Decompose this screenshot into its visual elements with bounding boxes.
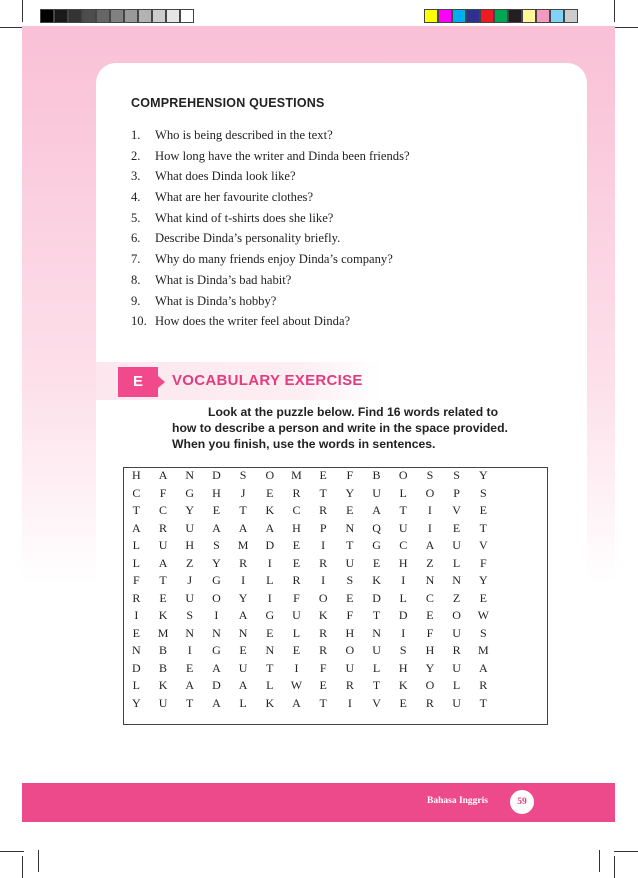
grid-cell: A — [212, 660, 221, 675]
registration-swatch — [40, 9, 54, 23]
grid-cell: R — [239, 555, 248, 570]
registration-swatch — [438, 9, 452, 23]
registration-swatch — [452, 9, 466, 23]
crop-mark — [38, 850, 39, 872]
grid-cell: G — [265, 608, 275, 623]
grid-cell: Y — [212, 555, 221, 570]
question-number: 6. — [131, 231, 141, 246]
grid-cell: D — [372, 590, 381, 605]
grid-cell: B — [159, 660, 168, 675]
grid-cell: U — [372, 485, 381, 500]
crop-mark — [614, 0, 615, 22]
grid-cell: I — [267, 555, 272, 570]
grid-cell: Y — [478, 468, 488, 483]
grid-cell: A — [372, 503, 381, 518]
grid-cell: H — [345, 625, 355, 640]
grid-cell: K — [265, 695, 275, 710]
grid-cell: E — [292, 538, 301, 553]
grid-cell: H — [292, 520, 301, 535]
grid-cell: Y — [132, 695, 141, 710]
grid-cell: V — [452, 503, 461, 518]
registration-swatch — [180, 9, 194, 23]
grid-cell: E — [266, 625, 274, 640]
grid-cell: I — [214, 608, 219, 623]
grid-cell: D — [212, 678, 221, 693]
grid-row — [123, 607, 497, 625]
grid-cell: U — [452, 660, 461, 675]
grid-cell: S — [239, 468, 247, 483]
grid-row — [123, 660, 497, 678]
grid-cell: E — [319, 468, 327, 483]
registration-swatch — [466, 9, 480, 23]
registration-swatch — [152, 9, 166, 23]
grid-cell: S — [479, 625, 487, 640]
question-text: Who is being described in the text? — [155, 128, 333, 142]
registration-swatch — [54, 9, 68, 23]
grid-cell: T — [319, 485, 327, 500]
comprehension-heading: COMPREHENSION QUESTIONS — [131, 96, 325, 110]
grid-cell: L — [266, 678, 274, 693]
crop-mark — [22, 856, 23, 878]
registration-swatch — [82, 9, 96, 23]
grid-cell: E — [346, 503, 354, 518]
grid-cell: S — [426, 468, 434, 483]
grid-cell: U — [238, 660, 248, 675]
registration-swatch — [536, 9, 550, 23]
grid-cell: O — [425, 678, 435, 693]
grid-cell: N — [452, 573, 461, 588]
grid-cell: G — [372, 538, 381, 553]
question-item — [131, 270, 410, 291]
grid-row — [123, 502, 497, 520]
grid-cell: E — [132, 625, 141, 640]
grid-cell: C — [159, 503, 168, 518]
grid-row — [123, 537, 497, 555]
question-number: 3. — [131, 169, 141, 184]
grid-cell: R — [319, 503, 328, 518]
grid-cell: N — [238, 625, 248, 640]
grid-cell: K — [398, 678, 408, 693]
grid-cell: R — [479, 678, 488, 693]
question-number: 9. — [131, 293, 141, 308]
grid-row — [123, 485, 497, 503]
grid-cell: Z — [452, 590, 461, 605]
grid-cell: D — [398, 608, 408, 623]
registration-swatch — [522, 9, 536, 23]
registration-swatch — [494, 9, 508, 23]
grid-row — [123, 642, 497, 660]
grid-cell: F — [426, 625, 434, 640]
badge-arrow-icon — [158, 376, 165, 388]
registration-swatch — [96, 9, 110, 23]
grid-cell: D — [212, 468, 221, 483]
grid-cell: T — [132, 503, 141, 518]
grid-cell: E — [479, 590, 487, 605]
grid-cell: A — [132, 520, 141, 535]
grid-cell: K — [265, 503, 275, 518]
grid-cell: L — [239, 695, 247, 710]
grid-cell: R — [319, 555, 328, 570]
question-text: What are her favourite clothes? — [155, 190, 314, 205]
grid-cell: L — [399, 485, 407, 500]
instructions — [172, 404, 552, 452]
grid-cell: N — [372, 625, 381, 640]
grid-cell: I — [241, 573, 246, 588]
grid-cell: H — [185, 538, 195, 553]
grid-row — [123, 555, 497, 573]
grid-cell: T — [159, 573, 167, 588]
grid-cell: I — [294, 660, 299, 675]
crop-mark — [0, 851, 24, 852]
grid-cell: B — [159, 643, 168, 658]
grid-cell: H — [398, 660, 408, 675]
grid-cell: F — [346, 608, 354, 623]
grid-cell: F — [293, 590, 300, 605]
grid-cell: U — [345, 555, 355, 570]
grid-cell: G — [212, 573, 221, 588]
grid-cell: R — [425, 695, 434, 710]
grid-cell: L — [132, 555, 141, 570]
grid-cell: Y — [478, 573, 488, 588]
crop-mark — [614, 27, 638, 28]
registration-swatch — [68, 9, 82, 23]
grid-cell: E — [212, 503, 221, 518]
grid-cell: I — [267, 590, 272, 605]
grid-cell: U — [452, 538, 461, 553]
grid-cell: N — [132, 643, 141, 658]
question-item — [131, 125, 410, 146]
grid-cell: U — [185, 590, 195, 605]
grid-cell: P — [453, 485, 460, 500]
grid-cell: M — [237, 538, 249, 553]
grid-cell: Q — [372, 520, 381, 535]
question-number: 10. — [131, 314, 147, 329]
registration-swatch — [424, 9, 438, 23]
instruction-line: how to describe a person and write in the space provided. — [172, 421, 508, 435]
grid-cell: L — [452, 678, 461, 693]
grid-cell: S — [399, 643, 407, 658]
grid-cell: E — [239, 643, 247, 658]
grid-cell: F — [133, 573, 140, 588]
grid-cell: R — [319, 643, 328, 658]
registration-swatch — [550, 9, 564, 23]
grid-cell: A — [265, 520, 275, 535]
grid-cell: O — [452, 608, 461, 623]
grid-row — [123, 677, 497, 695]
grid-cell: G — [212, 643, 221, 658]
question-number: 7. — [131, 252, 141, 267]
grid-cell: U — [292, 608, 301, 623]
registration-bar-right — [424, 9, 578, 23]
crop-mark — [599, 850, 600, 872]
registration-swatch — [508, 9, 522, 23]
question-text: How does the writer feel about Dinda? — [155, 314, 351, 329]
question-text: Describe Dinda’s personality briefly. — [155, 231, 341, 246]
registration-swatch — [138, 9, 152, 23]
crop-mark — [614, 851, 638, 852]
grid-cell: I — [427, 503, 432, 518]
grid-cell: L — [292, 625, 301, 640]
grid-cell: Z — [426, 555, 434, 570]
grid-cell: J — [187, 573, 193, 588]
grid-cell: R — [345, 678, 354, 693]
grid-cell: T — [399, 503, 407, 518]
question-text: What is Dinda’s hobby? — [155, 293, 277, 308]
grid-cell: A — [425, 538, 435, 553]
grid-cell: U — [345, 660, 355, 675]
crop-mark — [614, 856, 615, 878]
grid-cell: O — [318, 590, 328, 605]
grid-cell: R — [292, 485, 301, 500]
grid-cell: S — [346, 573, 354, 588]
grid-cell: S — [213, 538, 220, 553]
question-item — [131, 291, 410, 312]
grid-cell: E — [346, 590, 354, 605]
grid-cell: R — [319, 625, 328, 640]
grid-cell: T — [372, 678, 381, 693]
section-badge: E — [118, 367, 158, 397]
grid-cell: E — [479, 503, 487, 518]
grid-cell: L — [132, 538, 141, 553]
grid-cell: I — [321, 573, 326, 588]
grid-cell: O — [212, 590, 221, 605]
page-number: 59 — [508, 788, 536, 816]
grid-cell: T — [239, 503, 247, 518]
question-number: 1. — [131, 128, 141, 142]
grid-cell: S — [479, 485, 487, 500]
grid-cell: A — [212, 520, 221, 535]
grid-cell: F — [319, 660, 327, 675]
grid-cell: I — [187, 643, 192, 658]
grid-cell: L — [452, 555, 461, 570]
grid-cell: N — [185, 625, 195, 640]
question-text: What kind of t-shirts does she like? — [155, 210, 334, 225]
grid-cell: N — [345, 520, 355, 535]
grid-cell: H — [425, 643, 435, 658]
grid-cell: F — [479, 555, 487, 570]
grid-cell: H — [398, 555, 408, 570]
question-item — [131, 249, 410, 270]
word-search-grid — [123, 467, 497, 712]
question-text: What does Dinda look like? — [155, 169, 296, 184]
grid-cell: U — [452, 625, 461, 640]
grid-cell: K — [318, 608, 328, 623]
registration-bar-left — [40, 9, 194, 23]
grid-cell: Y — [185, 503, 195, 518]
grid-cell: E — [399, 695, 407, 710]
grid-row — [123, 467, 497, 485]
grid-cell: I — [401, 573, 406, 588]
registration-swatch — [124, 9, 138, 23]
grid-cell: C — [292, 503, 301, 518]
grid-cell: Y — [345, 485, 355, 500]
instruction-line: Look at the puzzle below. Find 16 words related to — [208, 405, 499, 419]
grid-cell: A — [238, 520, 248, 535]
grid-cell: C — [399, 538, 408, 553]
grid-cell: D — [265, 538, 275, 553]
grid-cell: Y — [425, 660, 435, 675]
grid-cell: L — [132, 678, 141, 693]
grid-cell: H — [132, 468, 141, 483]
grid-cell: A — [158, 555, 168, 570]
grid-cell: I — [134, 608, 139, 623]
grid-cell: A — [212, 695, 221, 710]
grid-cell: E — [266, 485, 274, 500]
grid-cell: B — [372, 468, 381, 483]
grid-cell: R — [452, 643, 461, 658]
grid-cell: I — [427, 520, 432, 535]
registration-swatch — [480, 9, 494, 23]
questions-list — [131, 125, 410, 332]
grid-cell: A — [238, 608, 248, 623]
grid-cell: U — [372, 643, 381, 658]
grid-cell: N — [212, 625, 221, 640]
grid-cell: N — [185, 468, 195, 483]
grid-cell: R — [159, 520, 168, 535]
grid-cell: L — [372, 660, 381, 675]
question-item — [131, 146, 410, 167]
grid-cell: M — [291, 468, 302, 483]
instruction-line: When you finish, use the words in sentences. — [172, 437, 436, 451]
grid-cell: E — [372, 555, 381, 570]
grid-row — [123, 520, 497, 538]
question-number: 8. — [131, 272, 141, 287]
grid-cell: A — [478, 660, 488, 675]
grid-cell: K — [158, 608, 168, 623]
grid-cell: F — [346, 468, 354, 483]
section-title: VOCABULARY EXERCISE — [172, 372, 363, 389]
grid-cell: T — [479, 695, 487, 710]
grid-cell: N — [265, 643, 275, 658]
registration-swatch — [564, 9, 578, 23]
grid-cell: I — [321, 538, 326, 553]
question-item — [131, 166, 410, 187]
grid-cell: G — [185, 485, 195, 500]
grid-cell: R — [292, 573, 301, 588]
grid-cell: S — [453, 468, 460, 483]
grid-cell: M — [157, 625, 169, 640]
grid-cell: A — [292, 695, 301, 710]
question-text: What is Dinda’s bad habit? — [155, 272, 292, 287]
grid-cell: E — [292, 643, 301, 658]
question-number: 5. — [131, 210, 141, 225]
registration-swatch — [110, 9, 124, 23]
grid-cell: K — [158, 678, 168, 693]
grid-cell: T — [346, 538, 354, 553]
grid-cell: E — [292, 555, 301, 570]
book-title: Bahasa Inggris — [427, 796, 488, 806]
grid-cell: I — [347, 695, 352, 710]
grid-cell: O — [398, 468, 408, 483]
grid-cell: U — [158, 538, 168, 553]
grid-cell: J — [240, 485, 246, 500]
grid-cell: T — [319, 695, 327, 710]
grid-cell: U — [158, 695, 168, 710]
grid-row — [123, 572, 497, 590]
grid-cell: A — [238, 678, 248, 693]
question-item — [131, 228, 410, 249]
grid-cell: C — [425, 590, 434, 605]
question-item — [131, 187, 410, 208]
question-item — [131, 208, 410, 229]
grid-cell: H — [212, 485, 221, 500]
grid-cell: O — [425, 485, 435, 500]
grid-cell: T — [372, 608, 381, 623]
grid-row — [123, 590, 497, 608]
grid-cell: S — [186, 608, 194, 623]
grid-cell: R — [132, 590, 141, 605]
grid-cell: D — [132, 660, 141, 675]
grid-cell: L — [399, 590, 407, 605]
question-number: 2. — [131, 148, 141, 163]
registration-swatch — [166, 9, 180, 23]
crop-mark — [22, 0, 23, 22]
grid-cell: W — [477, 608, 489, 623]
grid-cell: E — [186, 660, 194, 675]
question-text: How long have the writer and Dinda been friends? — [155, 148, 410, 163]
grid-cell: Z — [186, 555, 194, 570]
question-number: 4. — [131, 190, 141, 205]
grid-cell: I — [401, 625, 406, 640]
grid-cell: U — [398, 520, 408, 535]
grid-cell: U — [185, 520, 195, 535]
grid-cell: M — [477, 643, 489, 658]
grid-cell: T — [479, 520, 487, 535]
grid-cell: A — [158, 468, 168, 483]
crop-mark — [0, 27, 24, 28]
grid-cell: E — [159, 590, 167, 605]
grid-cell: Y — [238, 590, 248, 605]
grid-cell: W — [290, 678, 303, 693]
grid-row — [123, 625, 497, 643]
grid-cell: T — [266, 660, 274, 675]
grid-cell: E — [426, 608, 434, 623]
grid-cell: T — [186, 695, 194, 710]
grid-cell: U — [452, 695, 461, 710]
grid-cell: O — [265, 468, 275, 483]
grid-cell: N — [425, 573, 435, 588]
grid-cell: P — [319, 520, 327, 535]
question-text: Why do many friends enjoy Dinda’s company? — [155, 252, 393, 267]
grid-cell: F — [159, 485, 167, 500]
grid-cell: O — [345, 643, 355, 658]
grid-cell: C — [132, 485, 141, 500]
grid-cell: A — [185, 678, 195, 693]
grid-cell: L — [266, 573, 274, 588]
grid-cell: V — [372, 695, 381, 710]
grid-row — [123, 695, 497, 713]
question-item — [131, 311, 410, 332]
grid-cell: K — [372, 573, 381, 588]
grid-cell: E — [452, 520, 461, 535]
grid-cell: E — [319, 678, 327, 693]
grid-cell: V — [478, 538, 488, 553]
